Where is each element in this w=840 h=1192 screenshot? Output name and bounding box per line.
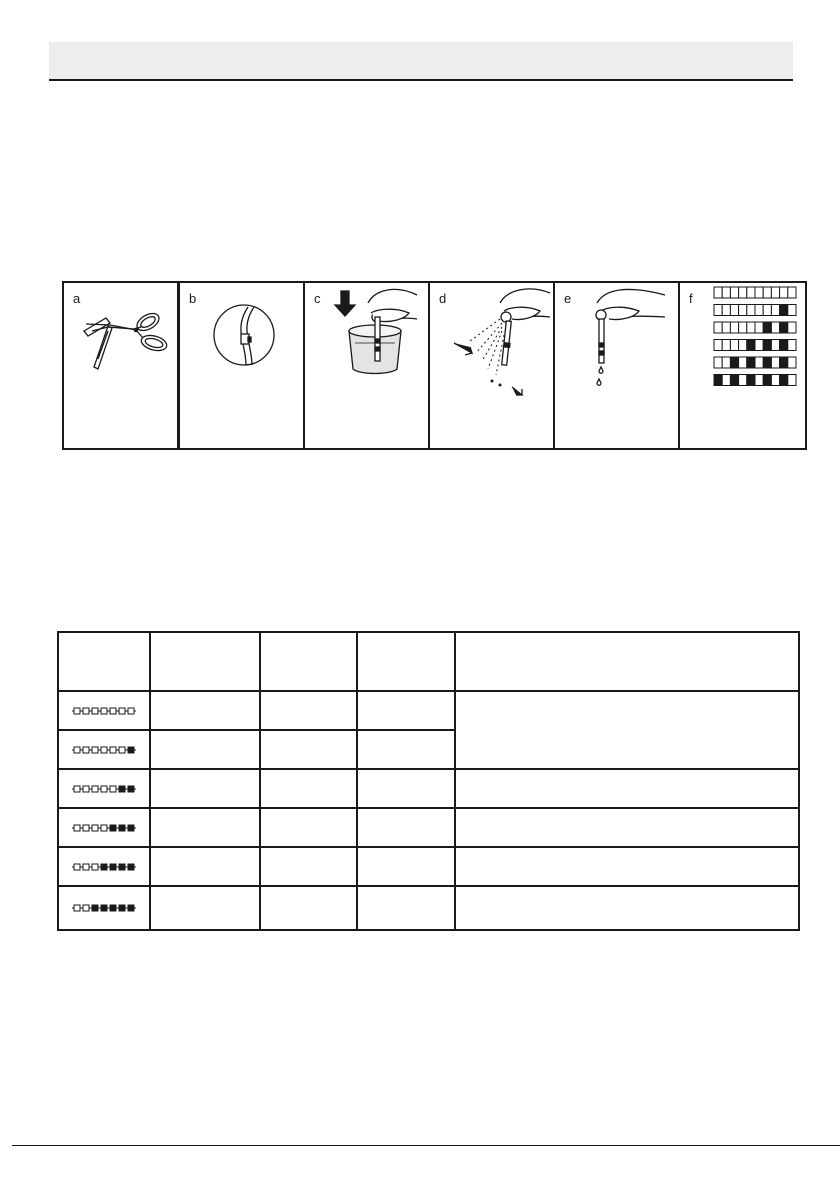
strip-square <box>755 287 763 298</box>
strip-square <box>780 375 788 386</box>
strip-square <box>755 375 763 386</box>
strip-square <box>714 357 722 368</box>
strip-square <box>780 322 788 333</box>
strip-square <box>128 747 134 753</box>
strip-square <box>110 905 116 911</box>
strip-square <box>780 357 788 368</box>
strip-square <box>730 375 738 386</box>
strip-square <box>110 708 116 714</box>
strip-square <box>755 357 763 368</box>
strip-square <box>730 287 738 298</box>
hardness-strip-levels-icon <box>680 283 809 452</box>
strip-square <box>74 864 80 870</box>
strip-square <box>110 747 116 753</box>
hardness-strip-icon <box>71 903 137 913</box>
strip-square <box>771 305 779 316</box>
hardness-strip-icon <box>71 862 137 872</box>
shake-strip-icon <box>430 283 557 452</box>
panel-f <box>678 281 807 450</box>
strip-square <box>739 322 747 333</box>
panel-b <box>178 281 305 450</box>
table-row <box>58 691 799 730</box>
strip-square <box>128 905 134 911</box>
strip-square <box>92 825 98 831</box>
strip-square <box>119 708 125 714</box>
strip-square <box>83 864 89 870</box>
strip-square <box>747 375 755 386</box>
strip-square <box>747 322 755 333</box>
header-cell-2 <box>150 632 260 691</box>
strip-square <box>101 786 107 792</box>
panel-label-f: f <box>689 291 693 306</box>
scissors-cutting-strip-icon <box>64 283 181 452</box>
strip-square <box>763 357 771 368</box>
panel-label-e: e <box>564 291 572 306</box>
strip-square <box>83 708 89 714</box>
strip-square <box>101 905 107 911</box>
strip-square <box>722 340 730 351</box>
panel-label-d: d <box>439 291 447 306</box>
header-cell-3 <box>260 632 357 691</box>
strip-square <box>739 357 747 368</box>
strip-square <box>771 357 779 368</box>
strip-square <box>74 708 80 714</box>
strip-square <box>788 305 796 316</box>
strip-square <box>730 305 738 316</box>
strip-square <box>739 340 747 351</box>
strip-square <box>722 305 730 316</box>
strip-square <box>771 340 779 351</box>
strip-square <box>788 357 796 368</box>
strip-square <box>101 825 107 831</box>
strip-square <box>92 786 98 792</box>
strip-square <box>92 747 98 753</box>
strip-square <box>788 375 796 386</box>
strip-square <box>119 786 125 792</box>
strip-square <box>83 786 89 792</box>
strip-square <box>763 287 771 298</box>
strip-square <box>722 375 730 386</box>
panel-label-b: b <box>189 291 197 306</box>
strip-square <box>74 825 80 831</box>
water-hardness-table <box>57 631 800 931</box>
strip-square <box>739 287 747 298</box>
strip-square <box>788 287 796 298</box>
strip-square <box>714 287 722 298</box>
section-header-bar <box>49 42 793 81</box>
strip-square <box>110 864 116 870</box>
strip-detail-icon <box>180 283 307 452</box>
hardness-strip-icon <box>71 823 137 833</box>
strip-square <box>128 825 134 831</box>
strip-square <box>771 322 779 333</box>
strip-square <box>763 340 771 351</box>
strip-square <box>755 322 763 333</box>
strip-square <box>722 287 730 298</box>
strip-square <box>755 305 763 316</box>
strip-square <box>788 322 796 333</box>
header-cell-strip <box>58 632 150 691</box>
strip-square <box>101 708 107 714</box>
strip-square <box>780 340 788 351</box>
strip-square <box>101 864 107 870</box>
strip-square <box>780 305 788 316</box>
strip-square <box>788 340 796 351</box>
strip-square <box>92 864 98 870</box>
strip-square <box>763 322 771 333</box>
table-row <box>58 769 799 808</box>
strip-square <box>755 340 763 351</box>
strip-square <box>83 825 89 831</box>
hardness-strip-icon <box>71 745 137 755</box>
strip-square <box>714 375 722 386</box>
panel-a <box>62 281 179 450</box>
panel-d <box>428 281 555 450</box>
strip-square <box>722 357 730 368</box>
strip-square <box>119 747 125 753</box>
strip-square <box>722 322 730 333</box>
table-row <box>58 847 799 886</box>
strip-square <box>763 305 771 316</box>
strip-square <box>747 357 755 368</box>
strip-square <box>101 747 107 753</box>
hardness-strip-icon <box>71 706 137 716</box>
strip-square <box>739 375 747 386</box>
strip-square <box>74 905 80 911</box>
strip-square <box>128 708 134 714</box>
dip-strip-in-water-icon <box>305 283 432 452</box>
strip-square <box>730 357 738 368</box>
strip-square <box>110 786 116 792</box>
strip-square <box>780 287 788 298</box>
strip-square <box>83 905 89 911</box>
strip-square <box>730 322 738 333</box>
panel-e <box>553 281 680 450</box>
instruction-panels <box>62 281 807 450</box>
strip-square <box>763 375 771 386</box>
panel-c <box>303 281 430 450</box>
strip-square <box>128 864 134 870</box>
strip-square <box>730 340 738 351</box>
footer-rule <box>12 1145 840 1146</box>
strip-square <box>747 340 755 351</box>
strip-square <box>714 340 722 351</box>
header-cell-5 <box>455 632 799 691</box>
strip-square <box>74 747 80 753</box>
strip-square <box>128 786 134 792</box>
strip-square <box>92 905 98 911</box>
strip-square <box>83 747 89 753</box>
strip-square <box>92 708 98 714</box>
panel-label-c: c <box>314 291 321 306</box>
strip-square <box>714 322 722 333</box>
strip-square <box>714 305 722 316</box>
hardness-strip-icon <box>71 784 137 794</box>
strip-square <box>739 305 747 316</box>
strip-square <box>747 305 755 316</box>
strip-square <box>119 864 125 870</box>
strip-square <box>771 287 779 298</box>
strip-square <box>771 375 779 386</box>
strip-square <box>110 825 116 831</box>
strip-square <box>119 905 125 911</box>
table-row <box>58 808 799 847</box>
hold-strip-icon <box>555 283 682 452</box>
table-row <box>58 886 799 930</box>
strip-square <box>747 287 755 298</box>
strip-square <box>119 825 125 831</box>
panel-label-a: a <box>73 291 81 306</box>
strip-square <box>74 786 80 792</box>
header-cell-4 <box>357 632 455 691</box>
merged-description-cell <box>455 691 799 769</box>
